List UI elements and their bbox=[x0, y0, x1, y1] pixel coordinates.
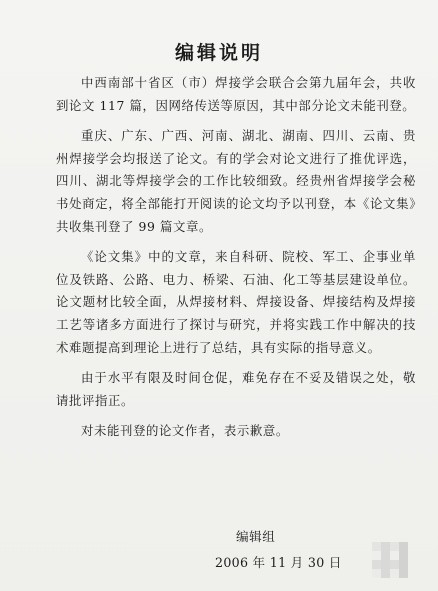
paragraph-5: 对未能刊登的论文作者，表示歉意。 bbox=[81, 423, 289, 439]
signature-date: 2006 年 11 月 30 日 bbox=[215, 555, 342, 570]
pixelated-watermark bbox=[372, 542, 408, 578]
document-title: 编辑说明 bbox=[174, 42, 263, 64]
document-body bbox=[56, 72, 416, 451]
signature-editorial-group: 编辑组 bbox=[236, 529, 276, 544]
paragraph-3: 《论文集》中的文章，来自科研、院校、军工、企事业单位及铁路、公路、电力、桥梁、石油、化工等基层建设单位。论文题材比较全面，从焊接材料、焊接设备、焊接结构及焊接工艺等诸多方面进行了探讨与研究，并将实践工作中解决的技术难题提高到理论上进行了总结，具有实际的指导意义。 bbox=[56, 249, 416, 355]
paragraph-1: 中西南部十省区（市）焊接学会联合会第九届年会，共收到论文 117 篇，因网络传送等原因，其中部分论文未能刊登。 bbox=[56, 75, 416, 113]
paragraph-2: 重庆、广东、广西、河南、湖北、湖南、四川、云南、贵州焊接学会均报送了论文。有的学会对论文进行了推优评选，四川、湖北等焊接学会的工作比较细致。经贵州省焊接学会秘书处商定，将全部能打开阅读的论文均予以刊登，本《论文集》共收集刊登了 99 篇文章。 bbox=[56, 128, 416, 234]
paragraph-4: 由于水平有限及时间仓促，难免存在不妥及错误之处，敬请批评指正。 bbox=[56, 370, 416, 408]
